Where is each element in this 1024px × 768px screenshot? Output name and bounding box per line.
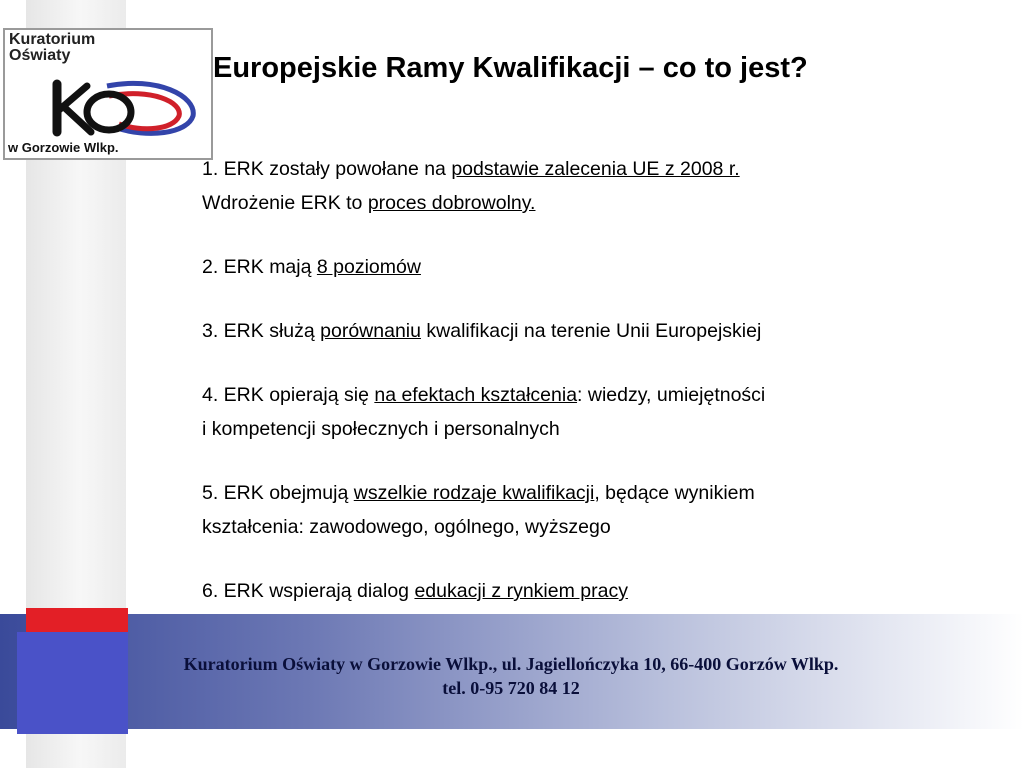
underlined-phrase: porównaniu bbox=[320, 320, 421, 342]
text-fragment: 5. ERK obejmują bbox=[202, 482, 354, 504]
list-item bbox=[202, 152, 962, 220]
text-fragment: , będące wynikiem bbox=[594, 482, 755, 504]
underlined-phrase: edukacji z rynkiem pracy bbox=[414, 580, 628, 602]
footer-address: Kuratorium Oświaty w Gorzowie Wlkp., ul. Jagiellończyka 10, 66-400 Gorzów Wlkp. bbox=[183, 654, 839, 674]
list-item bbox=[202, 476, 962, 544]
list-item bbox=[202, 250, 962, 284]
list-item-line bbox=[202, 378, 962, 412]
list-item-line bbox=[202, 476, 962, 510]
text-fragment: 3. ERK służą bbox=[202, 320, 321, 342]
text-fragment: i kompetencji społecznych i personalnych bbox=[202, 418, 560, 440]
text-fragment: Wdrożenie ERK to bbox=[202, 192, 368, 214]
blue-accent-square bbox=[17, 632, 128, 734]
text-fragment: 2. ERK mają bbox=[202, 256, 317, 278]
underlined-phrase: na efektach kształcenia bbox=[374, 384, 578, 406]
list-item-line bbox=[202, 152, 962, 186]
list-item-line bbox=[202, 186, 962, 220]
list-item bbox=[202, 314, 962, 348]
list-item-line bbox=[202, 574, 962, 608]
text-fragment: : wiedzy, umiejętności bbox=[577, 384, 766, 406]
text-fragment: 1. ERK zostały powołane na bbox=[202, 158, 452, 180]
list-item-line bbox=[202, 412, 962, 446]
logo-org-name: Kuratorium Oświaty bbox=[9, 31, 96, 64]
red-accent-strip bbox=[26, 608, 128, 634]
list-item-line bbox=[202, 314, 962, 348]
list-item bbox=[202, 574, 962, 608]
text-fragment: 4. ERK opierają się bbox=[202, 384, 375, 406]
text-fragment: kształcenia: zawodowego, ogólnego, wyższego bbox=[202, 516, 611, 538]
kuratorium-logo bbox=[3, 28, 211, 158]
text-fragment: 6. ERK wspierają dialog bbox=[202, 580, 415, 602]
underlined-phrase: podstawie zalecenia UE z 2008 r. bbox=[451, 158, 740, 180]
slide-content bbox=[202, 152, 962, 638]
list-item bbox=[202, 378, 962, 446]
text-fragment: kwalifikacji na terenie Unii Europejskiej bbox=[420, 320, 762, 342]
slide-title: Europejskie Ramy Kwalifikacji – co to jest? bbox=[213, 52, 808, 84]
list-item-line bbox=[202, 510, 962, 544]
underlined-phrase: wszelkie rodzaje kwalifikacji bbox=[353, 482, 595, 504]
ko-monogram-icon bbox=[47, 76, 203, 140]
underlined-phrase: proces dobrowolny. bbox=[367, 192, 536, 214]
list-item-line bbox=[202, 250, 962, 284]
footer-text bbox=[128, 652, 894, 700]
logo-location: w Gorzowie Wlkp. bbox=[8, 140, 119, 155]
underlined-phrase: 8 poziomów bbox=[316, 256, 421, 278]
footer-phone: tel. 0-95 720 84 12 bbox=[442, 678, 580, 698]
